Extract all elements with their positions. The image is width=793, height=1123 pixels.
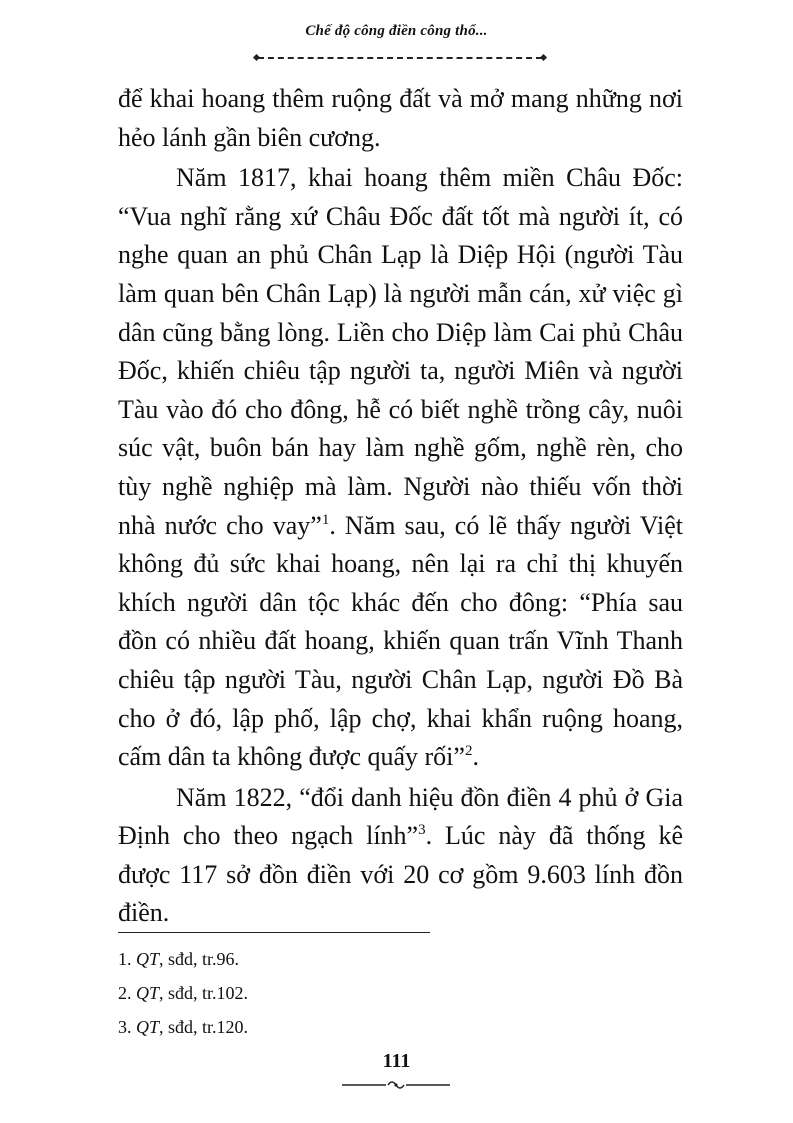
paragraph-3 (118, 779, 683, 933)
paragraph-2-text-c: . (472, 742, 479, 772)
footnote-detail: , sđd, tr.96. (159, 949, 240, 969)
footnote-number: 1. (118, 949, 132, 969)
page-number-ornament-icon (342, 1079, 450, 1091)
footnote-source: QT (136, 949, 160, 969)
footnote-detail: , sđd, tr.120. (159, 1017, 249, 1037)
footnote-source: QT (136, 1017, 160, 1037)
running-title: Chế độ công điền công thổ... (305, 23, 488, 39)
footnote-ref-2: 2 (464, 743, 473, 760)
running-header (0, 22, 793, 40)
footnote-source: QT (136, 983, 160, 1003)
paragraph-3-text-b: . Lúc này đã thống kê được 117 sở đồn điền với 20 cơ gồm 9.603 lính đồn điền. (118, 821, 684, 928)
paragraph-1-text: để khai hoang thêm ruộng đất và mở mang những nơi hẻo lánh gần biên cương. (118, 84, 683, 152)
footnote-number: 2. (118, 983, 132, 1003)
paragraph-1 (118, 80, 683, 157)
footnote-ref-3: 3 (418, 822, 426, 839)
paragraph-2-text-a: Năm 1817, khai hoang thêm miền Châu Đốc: “Vua nghĩ rằng xứ Châu Đốc đất tốt mà người ít, có nghe quan an phủ Chân Lạp là Diệp Hội (người Tàu làm quan bên Chân Lạp) là người mẫn cán, xử việc gì dân cũng bằng lòng. Liền cho Diệp làm Cai phủ Châu Đốc, khiến chiêu tập người ta, người Miên và người Tàu vào đó cho đông, hễ có biết nghề trồng cây, nuôi súc vật, buôn bán hay làm nghề gốm, nghề rèn, cho tùy nghề nghiệp mà làm. Người nào thiếu vốn thời nhà nước cho vay” (118, 163, 683, 540)
header-dashed-rule (258, 57, 542, 59)
footnote-rule (118, 932, 430, 933)
footnote-item (118, 1010, 678, 1044)
paragraph-3-text-a: Năm 1822, “đổi danh hiệu đồn điền 4 phủ ở Gia Định cho theo ngạch lính” (118, 782, 683, 851)
page-number: 111 (382, 1050, 411, 1072)
footnote-item (118, 942, 678, 976)
footnote-ref-1: 1 (321, 511, 330, 528)
footnote-item (118, 976, 678, 1010)
paragraph-2 (118, 159, 683, 777)
footnotes (118, 942, 678, 1044)
footnote-detail: , sđd, tr.102. (159, 983, 249, 1003)
footnote-number: 3. (118, 1017, 132, 1037)
body-text (118, 80, 683, 933)
paragraph-2-text-b: . Năm sau, có lẽ thấy người Việt không đủ sức khai hoang, nên lại ra chỉ thị khuyến khích người dân tộc khác đến cho đông: “Phía sau đồn có nhiều đất hoang, khiến quan trấn Vĩnh Thanh chiêu tập người Tàu, người Chân Lạp, người Đồ Bà cho ở đó, lập phố, lập chợ, khai khẩn ruộng hoang, cấm dân ta không được quấy rối” (118, 510, 683, 772)
